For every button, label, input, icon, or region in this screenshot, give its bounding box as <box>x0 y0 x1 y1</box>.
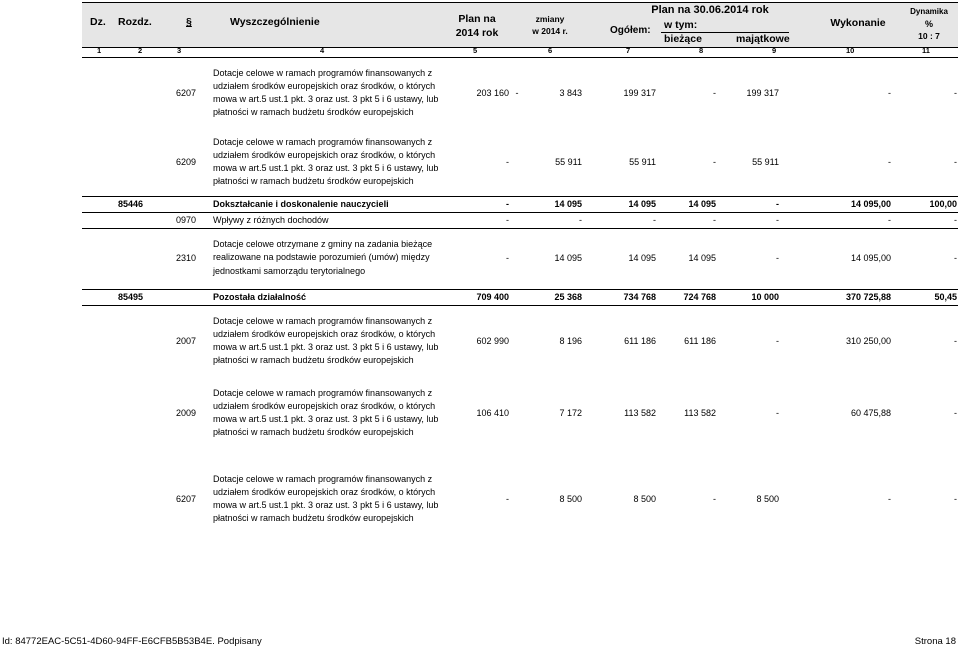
zmiany-value: 25 368 <box>554 292 582 302</box>
table-row <box>82 58 958 128</box>
plan-30-06-value: 14 095 <box>628 199 656 209</box>
ogolem-value: - <box>713 157 716 167</box>
header-dynamika <box>900 6 958 42</box>
biezace-value: 8 500 <box>756 494 779 504</box>
plan-value: 602 990 <box>476 336 509 346</box>
biezace-value: - <box>776 253 779 263</box>
majatkowe-value: 310 250,00 <box>845 336 891 346</box>
wykonanie-value: - <box>954 494 957 504</box>
majatkowe-value: 14 095,00 <box>850 199 891 209</box>
page-number: Strona 18 <box>914 636 956 647</box>
biezace-value: - <box>776 408 779 418</box>
header-plan-line2: 2014 rok <box>455 27 499 39</box>
colnum-11: 11 <box>922 46 930 55</box>
majatkowe-value: 370 725,88 <box>845 292 891 302</box>
wykonanie-value: - <box>888 88 891 98</box>
table-row <box>82 196 958 212</box>
header-paragraph: § <box>186 16 192 28</box>
header-dynamika-line2: % <box>924 19 933 29</box>
plan-value: - <box>506 157 509 167</box>
plan-30-06-value: 55 911 <box>629 157 656 167</box>
majatkowe-value: - <box>888 157 891 167</box>
table-row <box>82 212 958 228</box>
header-plan <box>442 12 512 40</box>
wykonanie-value: 100,00 <box>929 199 957 209</box>
plan-30-06-value: 14 095 <box>628 253 656 263</box>
colnum-2: 2 <box>138 46 143 55</box>
header-w-tym: w tym: <box>664 19 698 31</box>
wykonanie-value: - <box>954 253 957 263</box>
colnum-10: 10 <box>846 46 855 55</box>
wykonanie-value: - <box>954 215 957 225</box>
zmiany-value: - <box>579 215 582 225</box>
paragraph-code: 0970 <box>175 215 196 225</box>
ogolem-value: 113 582 <box>684 408 716 418</box>
header-wyszczegolnienie: Wyszczególnienie <box>230 16 320 28</box>
table-header <box>82 2 958 48</box>
column-numbers-row <box>82 46 958 58</box>
table-row <box>82 128 958 196</box>
colnum-6: 6 <box>548 46 553 55</box>
wykonanie-value: - <box>954 408 957 418</box>
table-row <box>82 232 958 284</box>
plan-30-06-value: 3 843 <box>559 88 582 98</box>
row-description: Dotacje celowe w ramach programów finansowanych z udziałem środków europejskich oraz środków, o których mowa w art.5 ust.1 pkt. 3 oraz ust. 3 pkt 5 i 6 ustawy, lub płatności w ramach budżetu środków europejskich <box>213 67 439 118</box>
plan-30-06-value: 611 186 <box>624 336 656 346</box>
row-divider <box>82 228 958 229</box>
ogolem-value: 14 095 <box>688 199 716 209</box>
plan-value: 203 160 <box>476 88 509 98</box>
colnum-7: 7 <box>626 46 631 55</box>
header-dz: Dz. <box>90 16 106 28</box>
plan-30-06-value: 734 768 <box>623 292 656 302</box>
biezace-value: - <box>776 336 779 346</box>
row-description: Pozostała działalność <box>213 292 307 302</box>
row-description: Dotacje celowe w ramach programów finansowanych z udziałem środków europejskich oraz środków, o których mowa w art.5 ust.1 pkt. 3 oraz ust. 3 pkt 5 i 6 ustawy, lub płatności w ramach budżetu środków europejskich <box>213 473 439 524</box>
header-biezace: bieżące <box>664 33 702 45</box>
ogolem-value: 611 186 <box>684 336 716 346</box>
ogolem-value: 199 317 <box>623 88 656 98</box>
row-description: Wpływy z różnych dochodów <box>213 215 329 225</box>
biezace-value: - <box>776 215 779 225</box>
ogolem-value: - <box>713 215 716 225</box>
table-row <box>82 289 958 305</box>
chapter-code: 85495 <box>118 292 144 302</box>
majatkowe-value: 199 317 <box>746 88 779 98</box>
majatkowe-value: 14 095,00 <box>850 253 891 263</box>
wykonanie-value: 50,45 <box>934 292 957 302</box>
table-row <box>82 378 958 448</box>
paragraph-code: 6207 <box>175 494 196 504</box>
header-plan-30-06: Plan na 30.06.2014 rok <box>651 4 769 16</box>
biezace-value: - <box>776 199 779 209</box>
ogolem-value: 724 768 <box>683 292 716 302</box>
ogolem-value: 14 095 <box>688 253 716 263</box>
row-description: Dotacje celowe w ramach programów finansowanych z udziałem środków europejskich oraz środków, o których mowa w art.5 ust.1 pkt. 3 oraz ust. 3 pkt 5 i 6 ustawy, lub płatności w ramach budżetu środków europejskich <box>213 387 439 438</box>
paragraph-code: 2009 <box>175 408 196 418</box>
header-zmiany-line1: zmiany <box>535 14 565 24</box>
plan-value: - <box>506 199 509 209</box>
ogolem-value: - <box>713 494 716 504</box>
plan-30-06-value: 8 500 <box>633 494 656 504</box>
wykonanie-value: - <box>954 157 957 167</box>
plan-value: 106 410 <box>476 408 509 418</box>
colnum-3: 3 <box>177 46 182 55</box>
chapter-code: 85446 <box>118 199 144 209</box>
header-majatkowe: majątkowe <box>736 33 790 45</box>
header-dynamika-line3: 10 : 7 <box>918 31 940 41</box>
zmiany-value: 8 196 <box>559 336 582 346</box>
row-description: Dokształcanie i doskonalenie nauczycieli <box>213 199 389 209</box>
zmiany-value: 8 500 <box>559 494 582 504</box>
plan-30-06-value: - <box>653 215 656 225</box>
paragraph-code: 6209 <box>175 157 196 167</box>
colnum-1: 1 <box>97 46 102 55</box>
plan-value: - <box>506 494 509 504</box>
zmiany-value: 14 095 <box>554 199 582 209</box>
zmiany-value: 55 911 <box>555 157 582 167</box>
header-wykonanie: Wykonanie <box>830 17 886 29</box>
dynamika-value: - <box>954 88 957 98</box>
biezace-value: 10 000 <box>751 292 779 302</box>
paragraph-code: 2310 <box>175 253 196 263</box>
header-ogolem: Ogółem: <box>610 25 651 36</box>
colnum-5: 5 <box>473 46 478 55</box>
header-rozdz: Rozdz. <box>118 16 152 28</box>
zmiany-value: - <box>515 88 519 98</box>
zmiany-value: 7 172 <box>559 408 582 418</box>
paragraph-code: 2007 <box>175 336 196 346</box>
row-description: Dotacje celowe otrzymane z gminy na zadania bieżące realizowane na podstawie porozumień (umów) między jednostkami samorządu terytorialnego <box>213 239 433 276</box>
header-zmiany-line2: w 2014 r. <box>532 26 568 36</box>
majatkowe-value: - <box>888 494 891 504</box>
table-row <box>82 464 958 534</box>
majatkowe-value: - <box>888 215 891 225</box>
plan-value: 709 400 <box>476 292 509 302</box>
majatkowe-value: 60 475,88 <box>850 408 891 418</box>
colnum-9: 9 <box>772 46 777 55</box>
document-id-footer: Id: 84772EAC-5C51-4D60-94FF-E6CFB5B53B4E. Podpisany <box>2 636 262 647</box>
header-zmiany <box>520 13 580 37</box>
plan-value: - <box>506 253 509 263</box>
plan-30-06-value: 113 582 <box>624 408 656 418</box>
header-dynamika-line1: Dynamika <box>910 7 948 16</box>
header-plan-line1: Plan na <box>458 13 496 25</box>
colnum-4: 4 <box>320 46 325 55</box>
plan-value: - <box>506 215 509 225</box>
colnum-8: 8 <box>699 46 704 55</box>
paragraph-code: 6207 <box>175 88 196 98</box>
biezace-value: - <box>713 88 716 98</box>
table-row <box>82 306 958 376</box>
row-description: Dotacje celowe w ramach programów finansowanych z udziałem środków europejskich oraz środków, o których mowa w art.5 ust.1 pkt. 3 oraz ust. 3 pkt 5 i 6 ustawy, lub płatności w ramach budżetu środków europejskich <box>213 136 439 187</box>
wykonanie-value: - <box>954 336 957 346</box>
row-description: Dotacje celowe w ramach programów finansowanych z udziałem środków europejskich oraz środków, o których mowa w art.5 ust.1 pkt. 3 oraz ust. 3 pkt 5 i 6 ustawy, lub płatności w ramach budżetu środków europejskich <box>213 315 439 366</box>
biezace-value: 55 911 <box>752 157 779 167</box>
zmiany-value: 14 095 <box>554 253 582 263</box>
